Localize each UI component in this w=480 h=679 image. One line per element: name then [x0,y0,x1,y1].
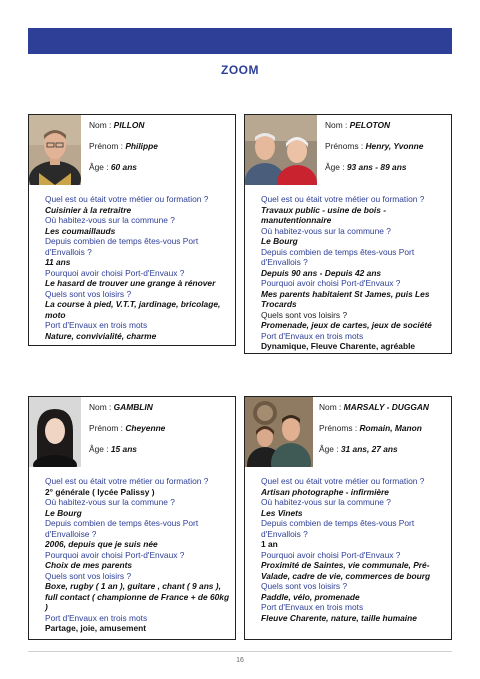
age: 93 ans - 89 ans [346,162,407,172]
age-row: Âge : 60 ans [89,162,137,172]
question-three-words: Port d'Envaux en trois mots [45,612,148,623]
question-three-words: Port d'Envaux en trois mots [261,330,364,341]
surname: PILLON [113,120,145,130]
answer-job: Travaux public - usine de bois - manutentionnaire [261,204,387,225]
questionnaire [45,476,233,634]
question-hobbies: Quels sont vos loisirs ? [45,570,132,581]
firstname-row: Prénom : Cheyenne [89,423,166,433]
questionnaire [261,194,449,352]
answer-hobbies: Promenade, jeux de cartes, jeux de société [261,320,432,330]
question-why: Pourquoi avoir choisi Port-d'Envaux ? [45,267,185,278]
questionnaire [45,194,233,341]
answer-job: Artisan photographe - infirmière [261,486,389,497]
question-residence: Où habitez-vous sur la commune ? [261,225,391,236]
surname: MARSALY - DUGGAN [343,402,429,412]
answer-three-words: Partage, joie, amusement [45,623,147,633]
portrait-photo [29,115,81,185]
portrait-photo [29,397,81,467]
question-duration: Depuis combien de temps êtes-vous Port d'Envallois ? [45,236,199,257]
surname: PELOTON [349,120,391,130]
firstname-row: Prénoms : Romain, Manon [319,423,422,433]
answer-residence: Les Vinets [261,507,303,518]
question-why: Pourquoi avoir choisi Port-d'Envaux ? [261,278,401,288]
answer-why: Le hasard de trouver une grange à rénover [45,278,216,288]
portrait-card-pillon [28,114,236,346]
answer-duration: 2006, depuis que je suis née [45,539,158,549]
answer-duration: Depuis 90 ans - Depuis 42 ans [261,267,382,278]
question-residence: Où habitez-vous sur la commune ? [45,215,175,225]
question-duration: Depuis combien de temps êtes-vous Port d'Envallois ? [261,518,415,539]
answer-hobbies: La course à pied, V.T.T, jardinage, bricolage, moto [45,299,221,320]
firstname: Cheyenne [125,423,166,433]
footer-divider [28,651,452,652]
answer-job: 2° générale ( lycée Palissy ) [45,486,155,497]
question-job: Quel est ou était votre métier ou formation ? [261,194,425,204]
name-row: Nom : MARSALY - DUGGAN [319,402,429,412]
firstname: Romain, Manon [359,423,422,433]
portrait-photo [245,115,317,185]
questionnaire [261,476,449,623]
firstname-row: Prénom : Philippe [89,141,158,151]
answer-why: Mes parents habitaient St James, puis Les Trocards [261,288,430,309]
portrait-photo [245,397,313,467]
age-row: Âge : 93 ans - 89 ans [325,162,407,172]
age: 60 ans [110,162,137,172]
question-hobbies: Quels sont vos loisirs ? [261,309,348,320]
answer-residence: Le Bourg [45,507,82,518]
answer-why: Proximité de Saintes, vie communale, Pré-Valade, cadre de vie, commerces de bourg [261,560,431,581]
answer-residence: Les coumaillauds [45,225,116,236]
identity-block [319,402,451,465]
identity-block [89,402,234,465]
page-number: 16 [236,657,244,664]
question-job: Quel est ou était votre métier ou formation ? [45,476,209,486]
answer-hobbies: Boxe, rugby ( 1 an ), guitare , chant ( 9 ans ), full contact ( championne de France + de 60kg ) [45,581,230,612]
question-why: Pourquoi avoir choisi Port-d'Envaux ? [45,549,185,560]
question-job: Quel est ou était votre métier ou formation ? [261,476,425,486]
question-duration: Depuis combien de temps êtes-vous Port d'Envallois ? [261,246,415,267]
answer-hobbies: Paddle, vélo, promenade [261,591,360,602]
answer-why: Choix de mes parents [45,560,133,570]
firstname-row: Prénoms : Henry, Yvonne [325,141,424,151]
question-three-words: Port d'Envaux en trois mots [45,320,148,330]
age-row: Âge : 31 ans, 27 ans [319,444,398,454]
answer-three-words: Fleuve Charente, nature, taille humaine [261,612,417,623]
answer-duration: 1 an [261,539,278,549]
answer-duration: 11 ans [45,257,71,267]
question-job: Quel est ou était votre métier ou formation ? [45,194,209,204]
answer-three-words: Nature, convivialité, charme [45,330,157,341]
firstname: Henry, Yvonne [365,141,424,151]
answer-job: Cuisinier à la retraitre [45,204,132,215]
name-row: Nom : GAMBLIN [89,402,153,412]
page-title: ZOOM [221,63,259,77]
age: 15 ans [110,444,137,454]
question-three-words: Port d'Envaux en trois mots [261,602,364,612]
name-row: Nom : PELOTON [325,120,391,130]
firstname: Philippe [125,141,158,151]
question-hobbies: Quels sont vos loisirs ? [261,581,348,591]
portrait-card-peloton [244,114,452,354]
age: 31 ans, 27 ans [340,444,398,454]
answer-residence: Le Bourg [261,236,298,246]
question-why: Pourquoi avoir choisi Port-d'Envaux ? [261,549,401,560]
surname: GAMBLIN [113,402,153,412]
question-residence: Où habitez-vous sur la commune ? [45,497,175,507]
portrait-card-gamblin [28,396,236,640]
portrait-card-marsaly-duggan [244,396,452,640]
header-banner [28,28,452,54]
name-row: Nom : PILLON [89,120,145,130]
identity-block [325,120,451,183]
question-hobbies: Quels sont vos loisirs ? [45,288,132,299]
question-residence: Où habitez-vous sur la commune ? [261,497,391,507]
answer-three-words: Dynamique, Fleuve Charente, agréable [261,341,416,351]
question-duration: Depuis combien de temps êtes-vous Port d'Envalloise ? [45,518,199,539]
age-row: Âge : 15 ans [89,444,137,454]
identity-block [89,120,234,183]
